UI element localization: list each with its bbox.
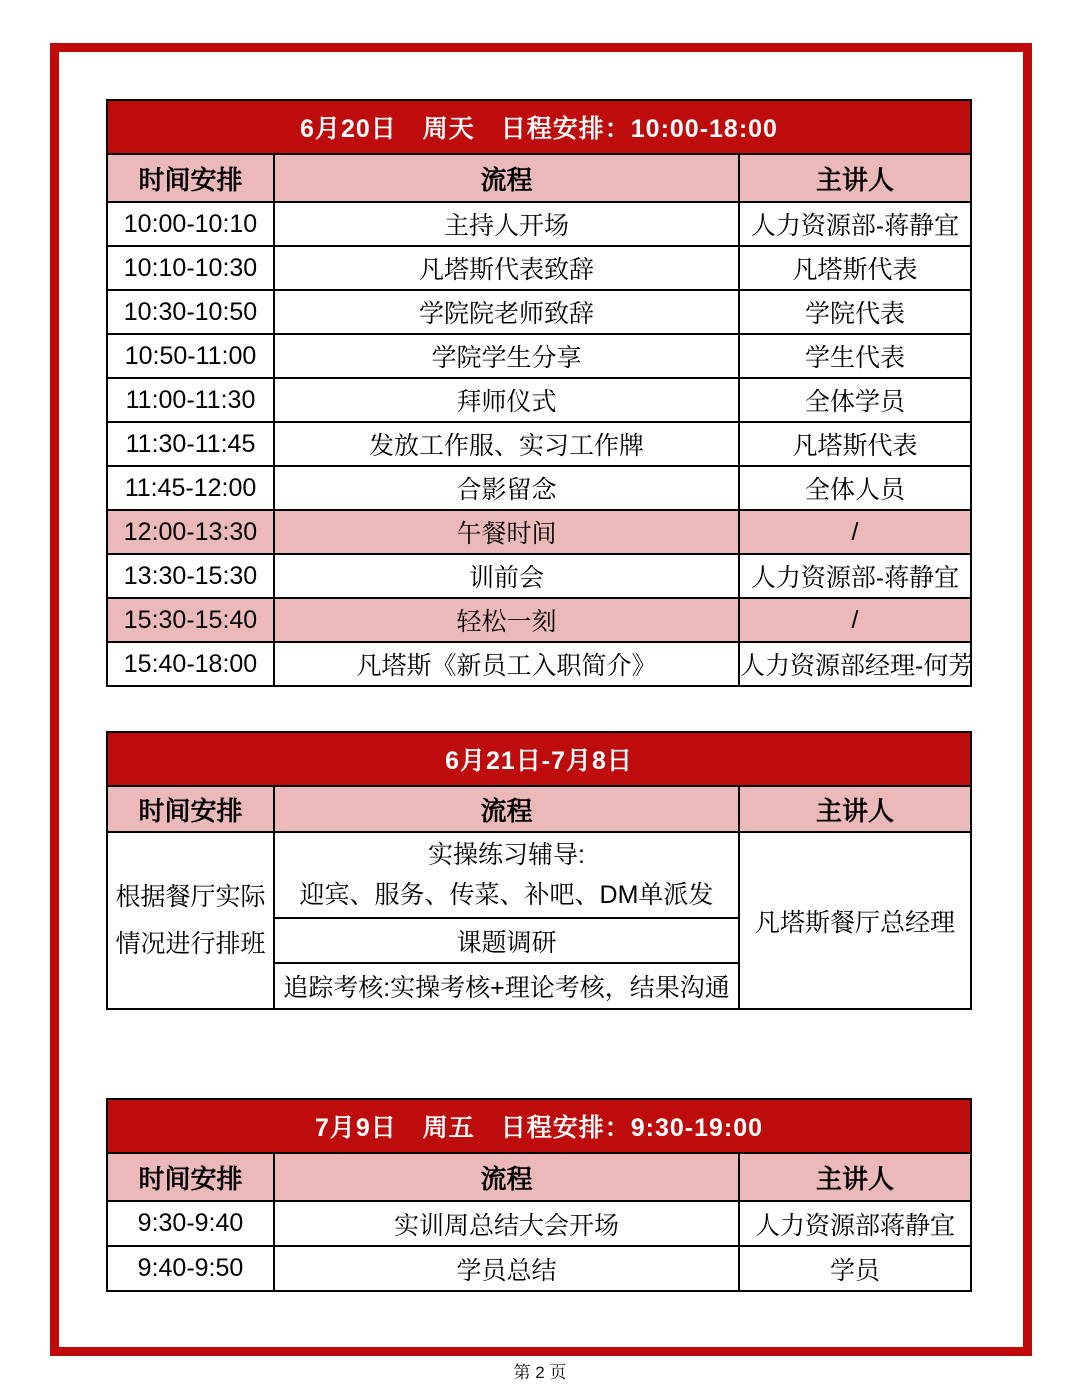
cell-speaker: 凡塔斯代表 — [739, 422, 971, 466]
cell-speaker: 学院代表 — [739, 290, 971, 334]
cell-flow: 学院学生分享 — [274, 334, 739, 378]
col-header-flow: 流程 — [274, 154, 739, 202]
cell-flow: 学员总结 — [274, 1246, 739, 1291]
table-row — [107, 202, 971, 246]
cell-time: 15:40-18:00 — [107, 642, 274, 686]
cell-speaker: 凡塔斯代表 — [739, 246, 971, 290]
table-row-highlighted — [107, 510, 971, 554]
table-title-row — [107, 732, 971, 786]
cell-flow: 实训周总结大会开场 — [274, 1201, 739, 1246]
table-row — [107, 832, 971, 918]
column-header-row — [107, 154, 971, 202]
cell-flow: 午餐时间 — [274, 510, 739, 554]
table-title: 6月20日 周天 日程安排：10:00-18:00 — [107, 100, 971, 154]
table-row — [107, 1201, 971, 1246]
cell-time: 9:40-9:50 — [107, 1246, 274, 1291]
table-row — [107, 378, 971, 422]
flow-practice-line1: 实操练习辅导: — [428, 841, 585, 869]
cell-flow: 主持人开场 — [274, 202, 739, 246]
col-header-time: 时间安排 — [107, 786, 274, 832]
cell-flow: 凡塔斯《新员工入职简介》 — [274, 642, 739, 686]
cell-time: 10:00-10:10 — [107, 202, 274, 246]
table-row — [107, 1246, 971, 1291]
table-row-highlighted — [107, 598, 971, 642]
cell-speaker: / — [739, 510, 971, 554]
cell-time-note: 根据餐厅实际情况进行排班 — [107, 832, 274, 1009]
col-header-flow: 流程 — [274, 786, 739, 832]
table-row — [107, 554, 971, 598]
cell-flow-research: 课题调研 — [274, 918, 739, 963]
table-row — [107, 290, 971, 334]
flow-practice-line2: 迎宾、服务、传菜、补吧、DM单派发 — [299, 881, 714, 909]
cell-time: 11:00-11:30 — [107, 378, 274, 422]
cell-time: 13:30-15:30 — [107, 554, 274, 598]
cell-speaker: 学生代表 — [739, 334, 971, 378]
cell-speaker: 凡塔斯餐厅总经理 — [739, 832, 971, 1009]
cell-speaker: 人力资源部-蒋静宜 — [739, 202, 971, 246]
cell-speaker: 全体人员 — [739, 466, 971, 510]
col-header-speaker: 主讲人 — [739, 154, 971, 202]
cell-speaker: 人力资源部经理-何芳 — [739, 642, 971, 686]
cell-time: 15:30-15:40 — [107, 598, 274, 642]
cell-flow-practice — [274, 832, 739, 918]
cell-flow: 凡塔斯代表致辞 — [274, 246, 739, 290]
cell-flow: 合影留念 — [274, 466, 739, 510]
schedule-table-july9 — [106, 1098, 972, 1292]
col-header-flow: 流程 — [274, 1153, 739, 1201]
col-header-time: 时间安排 — [107, 1153, 274, 1201]
table-title-row — [107, 100, 971, 154]
cell-speaker: 学员 — [739, 1246, 971, 1291]
col-header-speaker: 主讲人 — [739, 1153, 971, 1201]
table-row — [107, 466, 971, 510]
cell-time: 11:30-11:45 — [107, 422, 274, 466]
cell-time: 10:10-10:30 — [107, 246, 274, 290]
column-header-row — [107, 786, 971, 832]
cell-speaker: 全体学员 — [739, 378, 971, 422]
cell-time: 10:30-10:50 — [107, 290, 274, 334]
table-row — [107, 246, 971, 290]
cell-flow: 轻松一刻 — [274, 598, 739, 642]
column-header-row — [107, 1153, 971, 1201]
page-number: 第 2 页 — [513, 1363, 567, 1382]
col-header-speaker: 主讲人 — [739, 786, 971, 832]
cell-speaker: 人力资源部蒋静宜 — [739, 1201, 971, 1246]
cell-speaker: / — [739, 598, 971, 642]
table-row — [107, 334, 971, 378]
cell-flow: 训前会 — [274, 554, 739, 598]
cell-flow: 发放工作服、实习工作牌 — [274, 422, 739, 466]
table-title: 6月21日-7月8日 — [107, 732, 971, 786]
table-title: 7月9日 周五 日程安排：9:30-19:00 — [107, 1099, 971, 1153]
col-header-time: 时间安排 — [107, 154, 274, 202]
cell-flow-assessment: 追踪考核:实操考核+理论考核，结果沟通 — [274, 963, 739, 1009]
schedule-table-june20 — [106, 99, 972, 687]
table-row — [107, 642, 971, 686]
cell-flow: 学院院老师致辞 — [274, 290, 739, 334]
table-title-row — [107, 1099, 971, 1153]
cell-speaker: 人力资源部-蒋静宜 — [739, 554, 971, 598]
cell-time: 10:50-11:00 — [107, 334, 274, 378]
cell-time: 12:00-13:30 — [107, 510, 274, 554]
table-row — [107, 422, 971, 466]
schedule-table-june21-july8 — [106, 731, 972, 1010]
cell-flow: 拜师仪式 — [274, 378, 739, 422]
cell-time: 11:45-12:00 — [107, 466, 274, 510]
cell-time: 9:30-9:40 — [107, 1201, 274, 1246]
